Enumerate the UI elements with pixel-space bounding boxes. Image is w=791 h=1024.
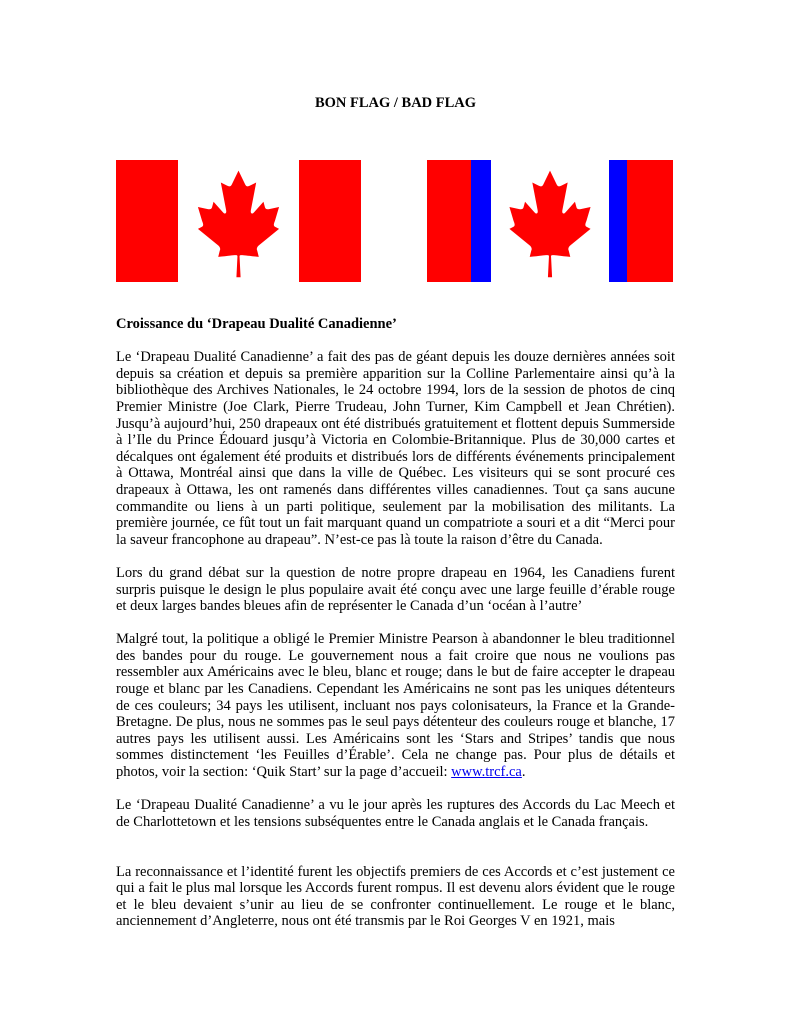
canadian-duality-flag-image [427,160,673,282]
paragraph-4: Le ‘Drapeau Dualité Canadienne’ a vu le jour après les ruptures des Accords du Lac Meech et de Charlottetown et les tensions subséquentes entre le Canada anglais et le Canada français. [116,797,675,830]
canadian-flag-image [116,160,361,282]
paragraph-3-text: Malgré tout, la politique a obligé le Premier Ministre Pearson à abandonner le bleu traditionnel des bandes pour du rouge. Le gouvernement nous a fait croire que nous ne voulions pas ressembler aux Américains avec le bleu, blanc et rouge; dans le but de faire accepter le drapeau rouge et blanc par les Canadiens. Cependant les Américains ne sont pas les uniques détenteurs de ces couleurs; 34 pays les utilisent, incluant nos pays colonisateurs, la France et la Grande-Bretagne. De plus, nous ne sommes pas le seul pays détenteur des couleurs rouge et blanche, 17 autres pays les utilisent aussi. Les Américains sont les ‘Stars and Stripes’ tandis que nous sommes distinctement ‘les Feuilles d’Érable’. Cela ne change pas. Pour plus de détails et photos, voir la section: ‘Quik Start’ sur la page d’accueil: [116,631,675,781]
paragraph-3-end: . [521,764,526,781]
document-body [116,316,675,947]
page-title: BON FLAG / BAD FLAG [314,95,477,111]
paragraph-2: Lors du grand débat sur la question de notre propre drapeau en 1964, les Canadiens furent surpris puisque le design le plus populaire avait été conçu avec une large feuille d’érable rouge et deux larges bandes bleues afin de représenter le Canada d’un ‘océan à l’autre’ [116,564,675,615]
paragraph-3 [116,631,675,780]
website-link[interactable]: www.trcf.ca [451,764,522,781]
flag-right-blue-band [609,160,627,282]
section-heading: Croissance du ‘Drapeau Dualité Canadienne’ [116,316,397,332]
flag-left-red-band [427,160,471,282]
flag-left-red-band [116,160,178,282]
flag-left-blue-band [471,160,491,282]
paragraph-1: Le ‘Drapeau Dualité Canadienne’ a fait des pas de géant depuis les douze dernières années soit depuis sa création et depuis sa première apparition sur la Colline Parlementaire ainsi qu’à la bibliothèque des Archives Nationales, le 24 octobre 1994, lors de la session de photos de cinq Premier Ministre (Joe Clark, Pierre Trudeau, John Turner, Kim Campbell et Jean Chrétien). Jusqu’à aujourd’hui, 250 drapeaux ont été distribués gratuitement et flottent depuis Summerside à l’Ile du Prince Édouard jusqu’à Victoria en Colombie-Britannique. Plus de 30,000 cartes et décalques ont également été produits et distribués lors de différents événements principalement à Ottawa, Montréal ainsi que dans la ville de Québec. Les visiteurs qui se sont procuré ces drapeaux à Ottawa, les ont ramenés dans différentes villes canadiennes. Tout ça sans aucune commandite ou liens à un parti politique, seulement par la mobilisation des militants. La première journée, ce fût tout un fait marquant quand un compatriote a souri et a dit “Merci pour la saveur francophone au drapeau”. N’est-ce pas là toute la raison d’être du Canada. [116,349,675,548]
flag-right-red-band [627,160,673,282]
paragraph-5: La reconnaissance et l’identité furent les objectifs premiers de ces Accords et c’est justement ce qui a fait le plus mal lorsque les Accords furent rompus. Il est devenu alors évident que le rouge et le bleu devaient s’unir au lieu de se confronter continuellement. Le rouge et le blanc, anciennement d’Angleterre, nous ont été transmis par le Roi Georges V en 1921, mais [116,863,675,930]
flag-right-red-band [299,160,361,282]
